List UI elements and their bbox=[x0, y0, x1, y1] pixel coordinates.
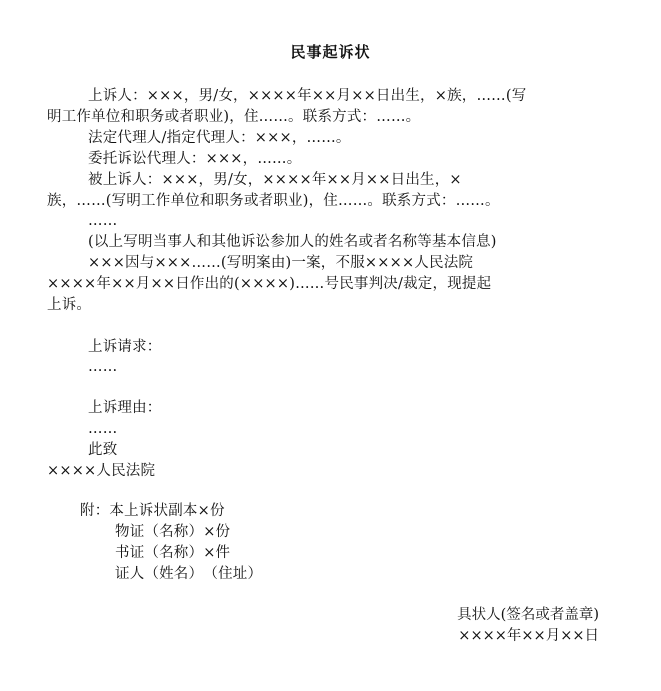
appellant-line-1: 上诉人：×××，男/女，××××年××月××日出生，×族，……(写 bbox=[88, 88, 527, 104]
attachment-witness-line: 证人（姓名） （住址） bbox=[115, 566, 263, 582]
appellee-line-1: 被上诉人：×××，男/女，××××年××月××日出生，× bbox=[88, 172, 462, 188]
attachment-documentary-evidence-line: 书证（名称）×件 bbox=[115, 545, 231, 561]
document-title: 民事起诉状 bbox=[290, 43, 371, 61]
appeal-requests-heading: 上诉请求： bbox=[88, 339, 162, 355]
case-line-2: ××××年××月××日作出的(××××)……号民事判决/裁定，现提起 bbox=[47, 276, 492, 292]
entrusted-agent-line: 委托诉讼代理人：×××，……。 bbox=[88, 151, 302, 167]
case-line-3: 上诉。 bbox=[47, 297, 92, 313]
appeal-reasons-content: …… bbox=[88, 421, 118, 437]
salutation-line: 此致 bbox=[88, 442, 118, 458]
attachment-copies-line: 附：本上诉状副本×份 bbox=[80, 503, 225, 519]
legal-representative-line: 法定代理人/指定代理人：×××，……。 bbox=[88, 130, 351, 146]
attachment-physical-evidence-line: 物证（名称）×份 bbox=[115, 524, 231, 540]
appeal-reasons-heading: 上诉理由： bbox=[88, 400, 162, 416]
ellipsis-line: …… bbox=[88, 213, 118, 229]
appellee-line-2: 族，……(写明工作单位和职务或者职业)，住……。联系方式：……。 bbox=[47, 193, 500, 209]
date-line: ××××年××月××日 bbox=[458, 628, 599, 644]
parties-note-line: (以上写明当事人和其他诉讼参加人的姓名或者名称等基本信息) bbox=[88, 234, 497, 250]
appeal-requests-content: …… bbox=[88, 359, 118, 375]
court-name-line: ××××人民法院 bbox=[47, 463, 156, 479]
appellant-line-2: 明工作单位和职务或者职业)，住……。联系方式：……。 bbox=[47, 109, 421, 125]
case-line-1: ×××因与×××……(写明案由)一案，不服××××人民法院 bbox=[88, 255, 474, 271]
signer-line: 具状人(签名或者盖章) bbox=[457, 607, 599, 623]
